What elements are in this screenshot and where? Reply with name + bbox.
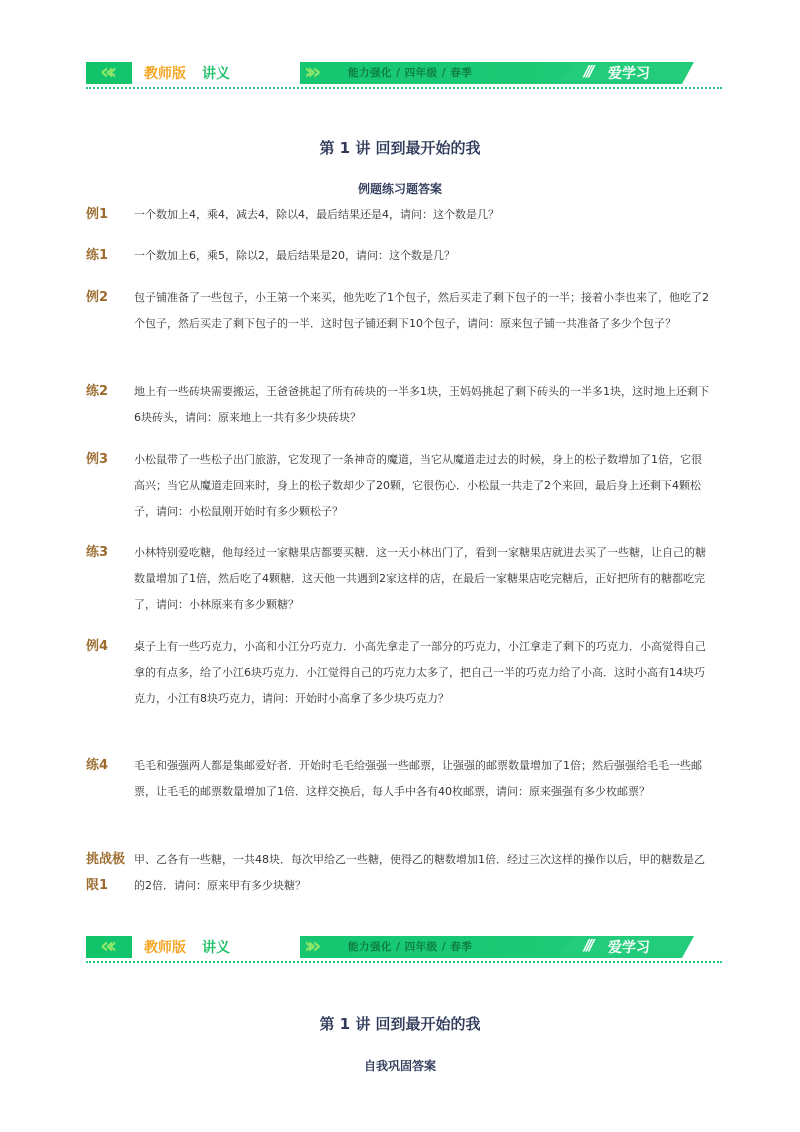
problem-label: 例4 (86, 639, 109, 654)
problem-text: 一个数加上6，乘5，除以2，最后结果是20，请问：这个数是几？ (134, 249, 455, 262)
problem-label: 挑战极限1 (86, 852, 126, 893)
banner-breadcrumb: 能力强化 / 四年级 / 春季 (348, 941, 473, 953)
banner-tag-handout: 讲义 (202, 940, 230, 956)
problem-label: 练3 (86, 545, 109, 560)
banner-tag-teacher: 教师版 (144, 940, 186, 956)
problem-text: 包子铺准备了一些包子，小王第一个来买，他先吃了1个包子，然后买走了剩下包子的一半；接着小李也来了，他吃了2个包子，然后买走了剩下包子的一半．这时包子铺还剩下10个包子，请问：原来包子铺一共准备了多少个包子？ (134, 291, 709, 330)
lesson-title: 第 1 讲 回到最开始的我 (319, 1015, 481, 1033)
chevron-right-icon: ›» (304, 934, 316, 959)
banner-breadcrumb: 能力强化 / 四年级 / 春季 (348, 67, 473, 79)
chevron-right-icon: ›» (304, 60, 316, 85)
problem-text: 甲、乙各有一些糖，一共48块．每次甲给乙一些糖，使得乙的糖数增加1倍．经过三次这样的操作以后，甲的糖数是乙的2倍．请问：原来甲有多少块糖？ (134, 853, 705, 892)
section-title: 例题练习题答案 (357, 182, 442, 196)
header-banner (86, 932, 722, 962)
brand-name: 爱学习 (608, 66, 650, 82)
banner-tag-handout: 讲义 (202, 66, 230, 82)
problem-text: 小林特别爱吃糖，他每经过一家糖果店都要买糖．这一天小林出门了，看到一家糖果店就进去买了一些糖，让自己的糖数量增加了1倍，然后吃了4颗糖．这天他一共遇到2家这样的店，在最后一家糖果店吃完糖后，正好把所有的糖都吃完了，请问：小林原来有多少颗糖？ (134, 546, 706, 611)
header-divider (86, 961, 722, 963)
problem-label: 例1 (86, 207, 109, 222)
brand-logo (556, 58, 722, 88)
section-title: 自我巩固答案 (363, 1059, 436, 1073)
problem-label: 练1 (86, 248, 109, 263)
logo-mark-icon: /// (584, 62, 592, 80)
problem-label: 例2 (86, 290, 109, 305)
banner-tag-teacher: 教师版 (144, 66, 186, 82)
problem-label: 例3 (86, 452, 109, 467)
problem-text: 桌子上有一些巧克力，小高和小江分巧克力．小高先拿走了一部分的巧克力，小江拿走了剩下的巧克力．小高觉得自己拿的有点多，给了小江6块巧克力．小江觉得自己的巧克力太多了，把自己一半的巧克力给了小高．这时小高有14块巧克力，小江有8块巧克力，请问：开始时小高拿了多少块巧克力？ (134, 640, 706, 705)
chevron-left-icon: «‹ (100, 934, 112, 959)
header-divider (86, 87, 722, 89)
brand-name: 爱学习 (608, 940, 650, 956)
problem-label: 练2 (86, 384, 109, 399)
header-banner (86, 58, 722, 88)
logo-mark-icon: /// (584, 936, 592, 954)
problem-text: 小松鼠带了一些松子出门旅游，它发现了一条神奇的魔道，当它从魔道走过去的时候，身上的松子数增加了1倍，它很高兴；当它从魔道走回来时，身上的松子数却少了20颗，它很伤心．小松鼠一共走了2个来回，最后身上还剩下4颗松子，请问：小松鼠刚开始时有多少颗松子？ (134, 453, 702, 518)
brand-logo (556, 932, 722, 962)
problem-text: 地上有一些砖块需要搬运，王爸爸挑起了所有砖块的一半多1块，王妈妈挑起了剩下砖头的一半多1块，这时地上还剩下6块砖头，请问：原来地上一共有多少块砖块？ (134, 385, 709, 424)
problem-text: 一个数加上4，乘4，减去4，除以4，最后结果还是4，请问：这个数是几？ (134, 208, 499, 221)
lesson-title: 第 1 讲 回到最开始的我 (319, 139, 481, 157)
chevron-left-icon: «‹ (100, 60, 112, 85)
problem-label: 练4 (86, 758, 109, 773)
problem-text: 毛毛和强强两人都是集邮爱好者．开始时毛毛给强强一些邮票，让强强的邮票数量增加了1倍；然后强强给毛毛一些邮票，让毛毛的邮票数量增加了1倍．这样交换后，每人手中各有40枚邮票，请问：原来强强有多少枚邮票？ (134, 759, 702, 798)
